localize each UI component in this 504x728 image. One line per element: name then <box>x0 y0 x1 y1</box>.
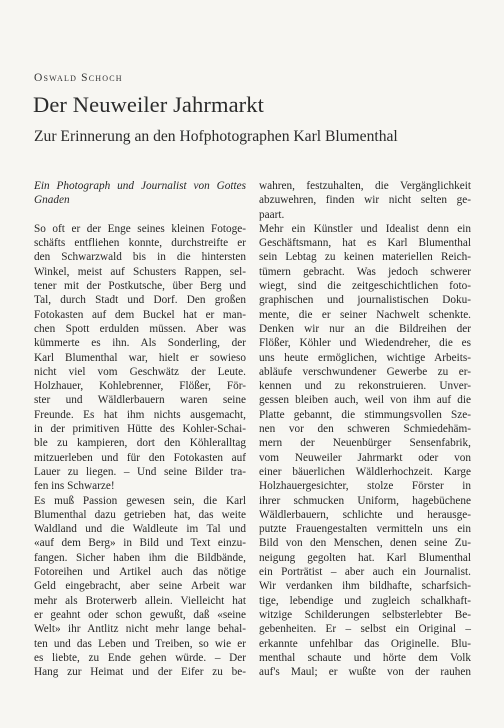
text-line: Blumenthal dazu getrieben hat, das weite <box>34 508 246 521</box>
text-line: nen vor den schweren Schmiedehäm- <box>259 423 471 436</box>
text-line: Hang zur Heimat und der Eifer zu be- <box>34 666 246 679</box>
text-line: «auf dem Berg» in Bild und Text einzu- <box>34 537 246 550</box>
text-line: tümern gebracht. Was jedoch schwerer <box>259 265 471 278</box>
text-line: wahren, festzuhalten, die Vergänglichkeit <box>259 180 471 192</box>
text-line: ein Porträtist – aber auch ein Journalist. <box>259 566 471 579</box>
text-line: Wäldlerbauern, schlichte und herausge- <box>259 508 471 521</box>
text-line: kümmerte es ihn. Als Sonderling, der <box>34 337 246 350</box>
text-line: Mehr ein Künstler und Idealist denn ein <box>259 222 471 235</box>
text-line: in der primitiven Hütte des Kohler-Schai- <box>34 423 246 436</box>
text-line: fangen. Sicher haben ihm die Bildbände, <box>34 551 246 564</box>
text-line: chen Spott erdulden müssen. Aber was <box>34 322 246 335</box>
text-line: den Schwarzwald bis in die hintersten <box>34 251 246 264</box>
text-line: ten und das Leben und Treiben, so wie er <box>34 637 246 650</box>
text-line: tige, lebendige und zugleich schalkhaft- <box>259 594 471 607</box>
author-name: Oswald Schoch <box>34 72 123 84</box>
text-line: fen ins Schwarze! <box>34 480 115 493</box>
text-line: Waldland und die Waldleute im Tal und <box>34 523 246 536</box>
text-line: uns heute ermöglichen, wichtige Arbeits- <box>259 351 471 364</box>
text-line: mehr als Broterwerb allein. Vielleicht hat <box>34 594 246 607</box>
text-line: menthal schaute und hörte dem Volk <box>259 651 471 664</box>
text-line: Freunde. Es hat ihm nichts ausgemacht, <box>34 408 246 421</box>
text-line: einer bäuerlichen Wäldlerhochzeit. Karge <box>259 465 471 478</box>
text-line: Gnaden <box>34 194 70 207</box>
text-line: nicht viel vom Geschwätz der Leute. <box>34 365 246 378</box>
text-line: Karl Blumenthal war, hielt er sowieso <box>34 351 246 364</box>
text-line: ble zu kampieren, dort den Köhleralltag <box>34 437 246 450</box>
text-line: Bild von den Menschen, denen seine Zu- <box>259 537 471 550</box>
text-line: witzige Schilderungen selbsterlebter Be- <box>259 608 471 621</box>
article-title: Der Neuweiler Jahrmarkt <box>33 92 264 117</box>
text-line: mente, die er seiner Nachwelt schenkte. <box>259 308 471 321</box>
left-text-column <box>34 179 246 679</box>
text-line: Wir verdanken ihm bildhafte, scharfsich- <box>259 580 471 593</box>
text-line: paart. <box>259 208 285 221</box>
text-line: Holzhauer, Kohlebrenner, Flößer, För- <box>34 380 246 393</box>
text-line: Fotokasten auf dem Buckel hat er man- <box>34 308 246 321</box>
text-line: Flößer, Köhler und Wiedendreher, die es <box>259 337 471 350</box>
text-line: Tal, durch Stadt und Dorf. Den großen <box>34 294 246 307</box>
text-line: Lauer zu liegen. – Und seine Bilder tra- <box>34 465 246 478</box>
text-line: Welt» ihr Antlitz nicht mehr lange behal- <box>34 623 246 636</box>
text-line: ster und Wäldlerbauern waren seine <box>34 394 246 407</box>
text-line: mern der Neuenbürger Sensenfabrik, <box>259 437 471 450</box>
text-line: graphischen und journalistischen Doku- <box>259 294 471 307</box>
text-line: Fotoreihen und Artikel auch das nötige <box>34 566 246 579</box>
text-line: Geschäftsmann, hat es Karl Blumenthal <box>259 237 471 250</box>
text-line: neigung gegolten hat. Karl Blumenthal <box>259 551 471 564</box>
right-text-column <box>259 179 471 679</box>
text-line: Platte gebannt, die stimmungsvollen Sze- <box>259 408 471 421</box>
text-line: putzte Frauengestalten vermitteln uns ein <box>259 523 471 536</box>
text-line: es liebte, zu Ende gehen würde. – Der <box>34 651 246 664</box>
text-line: wiegt, sind die zeitgeschichtlichen foto- <box>259 280 471 293</box>
text-line: er geahnt oder schon gewußt, daß «seine <box>34 608 246 621</box>
article-subtitle: Zur Erinnerung an den Hofphotographen Karl Blumenthal <box>34 128 398 145</box>
paragraph-gap <box>34 208 246 222</box>
text-line: Winkel, meist auf Schusters Rappen, sel- <box>34 265 246 278</box>
text-line: vom Neuweiler Jahrmarkt oder von <box>259 451 471 464</box>
text-line: So oft er der Enge seines kleinen Fotoge- <box>34 222 246 235</box>
text-line: gebenheiten. Er – selbst ein Original – <box>259 623 471 636</box>
text-line: erkannte unfehlbar das Originelle. Blu- <box>259 637 471 650</box>
text-line: Geld eingebracht, aber seine Arbeit war <box>34 580 246 593</box>
text-line: gessen bleiben auch, weil von ihm auf die <box>259 394 471 407</box>
text-line: Denken wir nur an die Bildreihen der <box>259 322 471 335</box>
text-line: schäfts entfliehen konnte, durchstreifte er <box>34 237 246 250</box>
text-line: Ein Photograph und Journalist von Gottes <box>34 180 246 192</box>
text-line: ihrer schmucken Uniform, hagebüchene <box>259 494 471 507</box>
text-line: sein Lebtag zu keinen materiellen Reich- <box>259 251 471 264</box>
text-line: abzuwehren, finden wir nicht selten ge- <box>259 194 471 207</box>
text-line: Holzhauergesichter, stolze Förster in <box>259 480 471 493</box>
text-line: auf's Maul; er wußte von der rauhen <box>259 666 471 679</box>
text-line: mitzuerleben und für den Fotokasten auf <box>34 451 246 464</box>
text-line: Es muß Passion gewesen sein, die Karl <box>34 494 246 507</box>
text-line: abläufe verschwundener Gewerbe zu er- <box>259 365 471 378</box>
text-line: tener mit der Postkutsche, über Berg und <box>34 280 246 293</box>
text-line: kennen und zu rekonstruieren. Unver- <box>259 380 471 393</box>
